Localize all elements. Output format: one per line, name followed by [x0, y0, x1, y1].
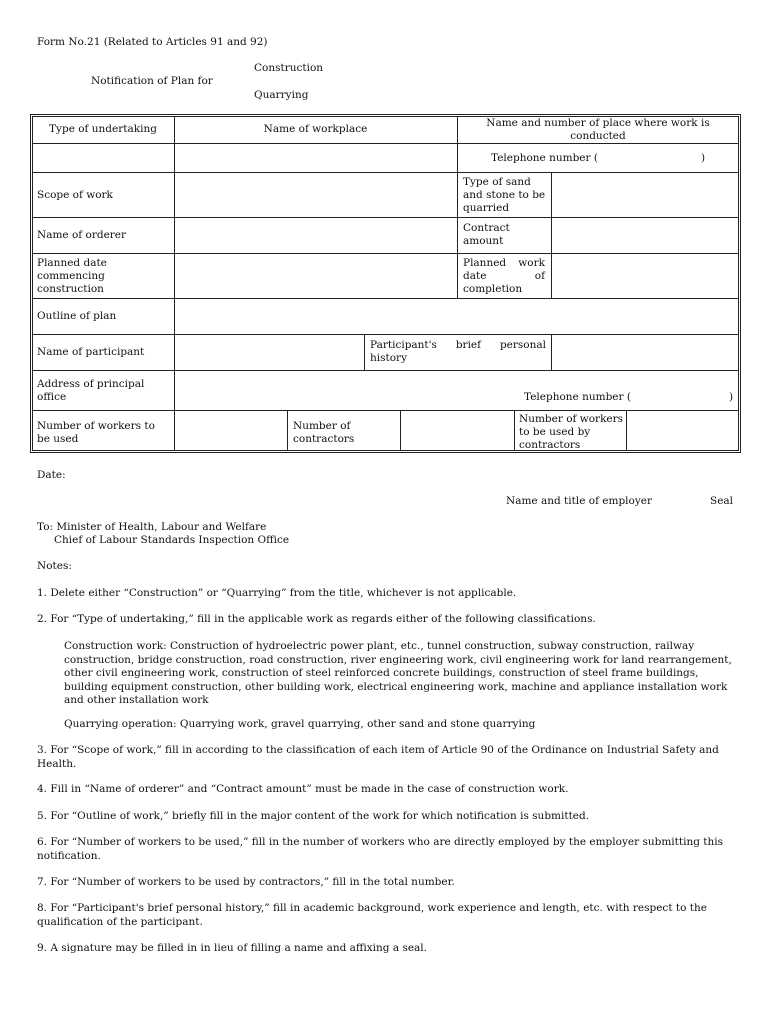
label-scope-of-work: Scope of work	[37, 189, 113, 201]
option-quarrying: Quarrying	[254, 89, 309, 101]
workers-contractors-field[interactable]	[627, 411, 739, 451]
telephone-close-paren-2: )	[729, 391, 734, 403]
label-outline-of-plan: Outline of plan	[37, 310, 117, 322]
label-workers-used: Number of workers to be used	[37, 420, 155, 445]
note-4: 4. Fill in “Name of orderer” and “Contract amount” must be made in the case of construction work.	[37, 783, 569, 795]
label-workers-contractors: Number of workers to be used by contractors	[519, 413, 624, 451]
telephone-field-2[interactable]	[636, 393, 726, 409]
outline-of-plan-field[interactable]	[175, 299, 739, 334]
label-employer: Name and title of employer	[506, 495, 653, 507]
contract-amount-field[interactable]	[552, 218, 739, 253]
label-address: Address of principal office	[37, 378, 145, 403]
telephone-close-paren-1: )	[701, 152, 706, 164]
recipient-minister: To: Minister of Health, Labour and Welfare	[37, 521, 267, 533]
workers-used-field[interactable]	[175, 411, 287, 451]
label-name-of-orderer: Name of orderer	[37, 229, 127, 241]
label-planned-start: Planned date commencing construction	[37, 257, 107, 295]
planned-completion-field[interactable]	[552, 254, 739, 298]
label-contract-amount: Contract amount	[463, 222, 510, 247]
note-9: 9. A signature may be filled in in lieu of filling a name and affixing a seal.	[37, 942, 428, 954]
telephone-field-1[interactable]	[605, 146, 699, 170]
participant-history-field[interactable]	[552, 335, 739, 370]
recipient-chief: Chief of Labour Standards Inspection Office	[54, 534, 290, 546]
label-type-of-undertaking: Type of undertaking	[49, 123, 157, 135]
label-num-contractors: Number of contractors	[293, 420, 355, 445]
label-name-of-participant: Name of participant	[37, 346, 145, 358]
label-date: Date:	[37, 469, 66, 481]
label-place-of-work: Name and number of place where work is conducted	[486, 117, 710, 142]
label-telephone-number-2: Telephone number (	[524, 391, 631, 403]
note-3: 3. For “Scope of work,” fill in according to the classification of each item of Article 90 of the Ordinance on Industrial Safety and Health.	[37, 744, 719, 770]
label-telephone-number-1: Telephone number (	[491, 152, 598, 164]
note-construction-work: Construction work: Construction of hydroelectric power plant, etc., tunnel construction, subway construction, railway construction, bridge construction, road construction, river engineering work, civil engineering work for land rearrangement, other civil engineering work, construction of steel reinforced concrete buildings, construction of steel frame buildings, building equipment construction, other building work, electrical engineering work, machine and appliance installation work and other installation work	[64, 640, 732, 706]
address-field[interactable]	[175, 371, 739, 393]
label-seal: Seal	[710, 495, 734, 507]
note-1: 1. Delete either “Construction” or “Quarrying” from the title, whichever is not applicable.	[37, 587, 517, 599]
form-number: Form No.21 (Related to Articles 91 and 92)	[37, 36, 268, 48]
note-5: 5. For “Outline of work,” briefly fill in the major content of the work for which notification is submitted.	[37, 810, 590, 822]
orderer-name-field[interactable]	[175, 218, 457, 253]
note-6: 6. For “Number of workers to be used,” fill in the number of workers who are directly employed by the employer submitting this notification.	[37, 836, 723, 862]
note-2: 2. For “Type of undertaking,” fill in the applicable work as regards either of the following classifications.	[37, 613, 596, 625]
note-7: 7. For “Number of workers to be used by contractors,” fill in the total number.	[37, 876, 455, 888]
workplace-name-field[interactable]	[175, 144, 457, 172]
num-contractors-field[interactable]	[401, 411, 514, 451]
label-name-of-workplace: Name of workplace	[263, 123, 368, 135]
label-participant-history: Participant's brief personal history	[370, 339, 546, 364]
scope-of-work-field[interactable]	[175, 173, 457, 217]
notification-title: Notification of Plan for	[91, 75, 213, 87]
type-of-sand-field[interactable]	[552, 173, 739, 217]
label-planned-completion: Planned work date of completion	[463, 257, 545, 295]
participant-name-field[interactable]	[175, 335, 364, 370]
label-type-of-sand: Type of sand and stone to be quarried	[463, 176, 546, 214]
note-quarrying-operation: Quarrying operation: Quarrying work, gravel quarrying, other sand and stone quarrying	[64, 718, 536, 730]
planned-start-field[interactable]	[175, 254, 457, 298]
option-construction: Construction	[254, 62, 324, 74]
notes-heading: Notes:	[37, 560, 72, 572]
type-of-undertaking-field[interactable]	[33, 144, 174, 172]
note-8: 8. For “Participant's brief personal history,” fill in academic background, work experience and length, etc. with respect to the qualification of the participant.	[37, 902, 707, 928]
